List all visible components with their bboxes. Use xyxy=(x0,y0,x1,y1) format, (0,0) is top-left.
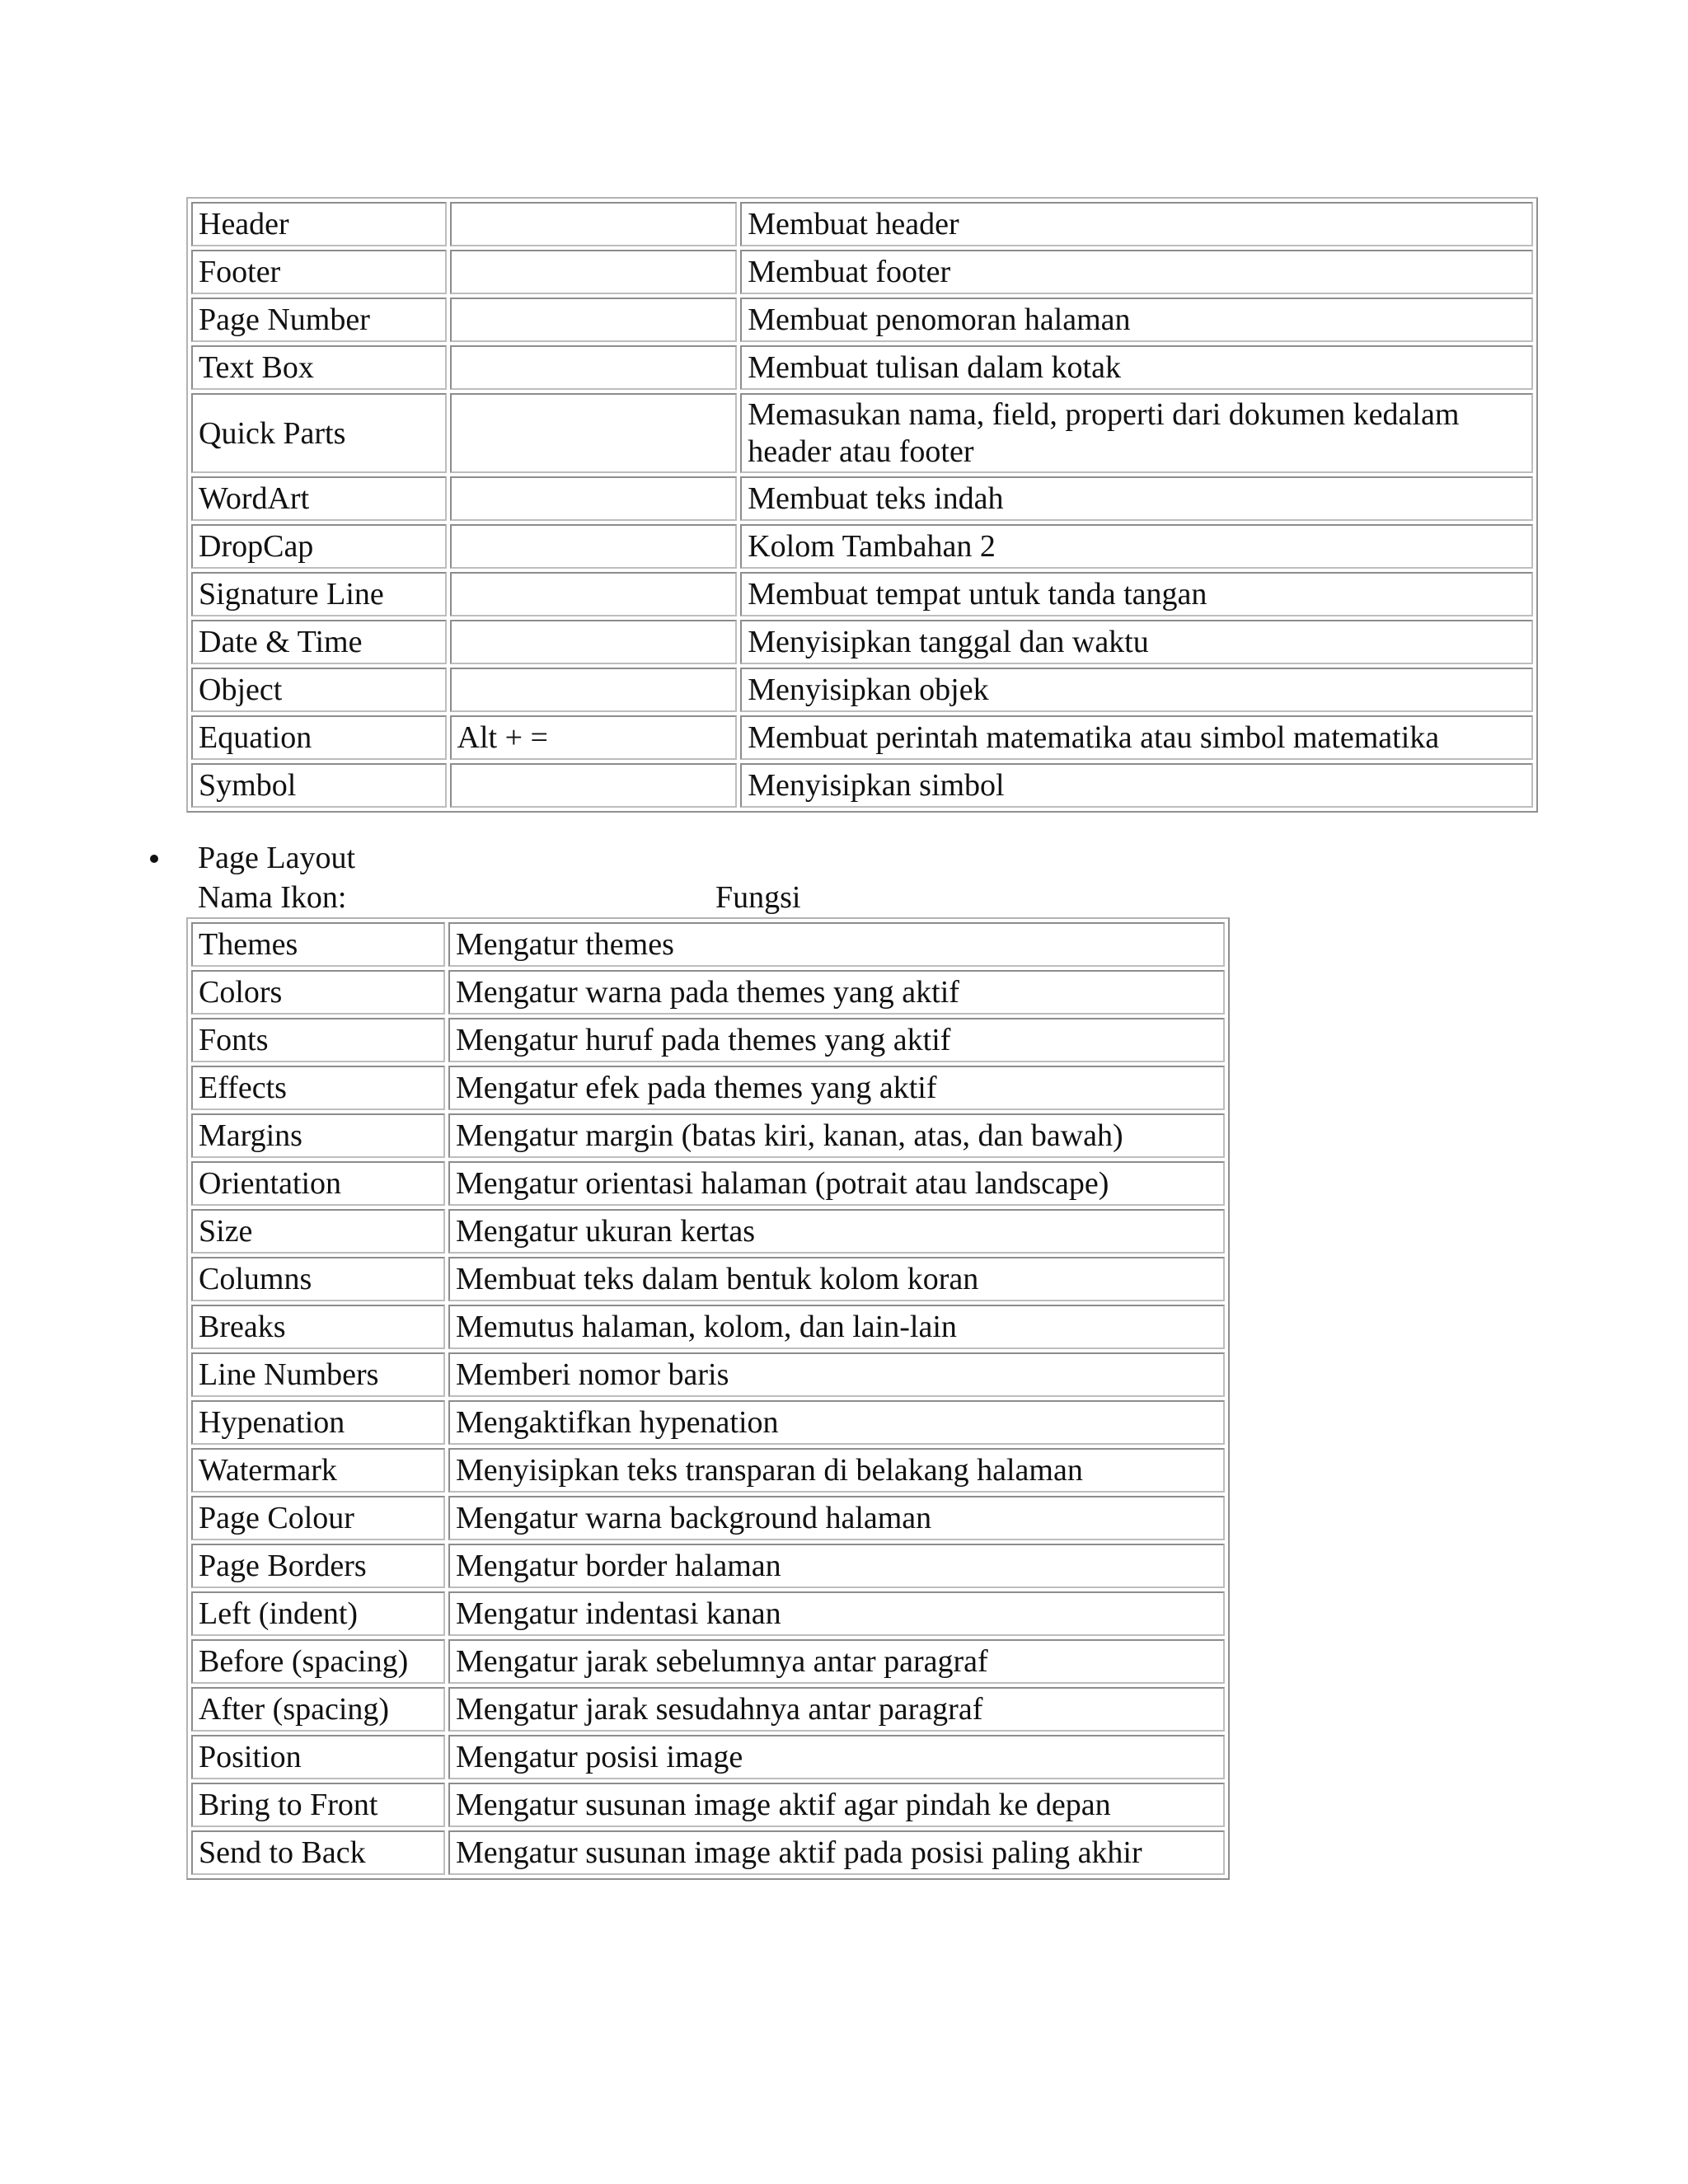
function-cell: Membuat teks indah xyxy=(740,476,1533,521)
table-row xyxy=(191,922,1225,967)
shortcut-cell xyxy=(450,345,738,390)
table-row xyxy=(191,1257,1225,1301)
function-cell: Membuat perintah matematika atau simbol matematika xyxy=(740,715,1533,760)
icon-name-cell: Footer xyxy=(191,250,447,294)
function-cell: Mengatur jarak sebelumnya antar paragraf xyxy=(448,1639,1225,1684)
function-cell: Mengatur susunan image aktif pada posisi paling akhir xyxy=(448,1830,1225,1875)
table-row xyxy=(191,1783,1225,1827)
icon-name-cell: DropCap xyxy=(191,524,447,569)
page-layout-table xyxy=(186,917,1230,1880)
function-cell: Menyisipkan simbol xyxy=(740,763,1533,808)
function-cell: Mengaktifkan hypenation xyxy=(448,1400,1225,1445)
shortcut-cell xyxy=(450,250,738,294)
table-row xyxy=(191,1113,1225,1158)
icon-name-cell: Line Numbers xyxy=(191,1352,445,1397)
table-row xyxy=(191,1544,1225,1588)
function-cell: Mengatur themes xyxy=(448,922,1225,967)
icon-name-cell: Orientation xyxy=(191,1161,445,1206)
icon-name-cell: Send to Back xyxy=(191,1830,445,1875)
table-row xyxy=(191,1639,1225,1684)
shortcut-cell xyxy=(450,298,738,342)
function-cell: Mengatur susunan image aktif agar pindah ke depan xyxy=(448,1783,1225,1827)
shortcut-cell: Alt + = xyxy=(450,715,738,760)
table-row xyxy=(191,1209,1225,1254)
icon-name-cell: After (spacing) xyxy=(191,1687,445,1732)
column-header-name: Nama Ikon: xyxy=(198,880,347,915)
function-cell: Memasukan nama, field, properti dari dokumen kedalam header atau footer xyxy=(740,393,1533,473)
icon-name-cell: Colors xyxy=(191,970,445,1015)
icon-name-cell: Date & Time xyxy=(191,620,447,664)
table-row xyxy=(191,202,1533,246)
table-row xyxy=(191,524,1533,569)
icon-name-cell: Fonts xyxy=(191,1018,445,1062)
shortcut-cell xyxy=(450,763,738,808)
insert-commands-table xyxy=(186,197,1538,813)
icon-name-cell: Header xyxy=(191,202,447,246)
table-row xyxy=(191,476,1533,521)
table-row xyxy=(191,1591,1225,1636)
icon-name-cell: Breaks xyxy=(191,1305,445,1349)
bullet-icon xyxy=(150,855,158,863)
shortcut-cell xyxy=(450,620,738,664)
function-cell: Mengatur huruf pada themes yang aktif xyxy=(448,1018,1225,1062)
table-row xyxy=(191,1352,1225,1397)
function-cell: Membuat tulisan dalam kotak xyxy=(740,345,1533,390)
icon-name-cell: Columns xyxy=(191,1257,445,1301)
table-row xyxy=(191,1496,1225,1540)
icon-name-cell: Page Number xyxy=(191,298,447,342)
function-cell: Mengatur orientasi halaman (potrait atau landscape) xyxy=(448,1161,1225,1206)
section-title: Page Layout xyxy=(198,841,356,875)
table-row xyxy=(191,668,1533,712)
table-row xyxy=(191,1735,1225,1779)
column-header-function: Fungsi xyxy=(715,880,801,915)
function-cell: Memutus halaman, kolom, dan lain-lain xyxy=(448,1305,1225,1349)
table-row xyxy=(191,763,1533,808)
table-row xyxy=(191,345,1533,390)
function-cell: Kolom Tambahan 2 xyxy=(740,524,1533,569)
function-cell: Mengatur warna background halaman xyxy=(448,1496,1225,1540)
function-cell: Mengatur margin (batas kiri, kanan, atas, dan bawah) xyxy=(448,1113,1225,1158)
table-row xyxy=(191,715,1533,760)
icon-name-cell: Effects xyxy=(191,1066,445,1110)
table-row xyxy=(191,298,1533,342)
icon-name-cell: Hypenation xyxy=(191,1400,445,1445)
table-row xyxy=(191,1305,1225,1349)
table-row xyxy=(191,1448,1225,1493)
function-cell: Membuat header xyxy=(740,202,1533,246)
function-cell: Membuat teks dalam bentuk kolom koran xyxy=(448,1257,1225,1301)
icon-name-cell: Bring to Front xyxy=(191,1783,445,1827)
table-row xyxy=(191,1830,1225,1875)
shortcut-cell xyxy=(450,572,738,616)
function-cell: Mengatur warna pada themes yang aktif xyxy=(448,970,1225,1015)
shortcut-cell xyxy=(450,524,738,569)
icon-name-cell: Page Borders xyxy=(191,1544,445,1588)
icon-name-cell: Equation xyxy=(191,715,447,760)
table-row xyxy=(191,250,1533,294)
function-cell: Menyisipkan objek xyxy=(740,668,1533,712)
table-row xyxy=(191,970,1225,1015)
icon-name-cell: Themes xyxy=(191,922,445,967)
icon-name-cell: Before (spacing) xyxy=(191,1639,445,1684)
function-cell: Membuat tempat untuk tanda tangan xyxy=(740,572,1533,616)
icon-name-cell: Margins xyxy=(191,1113,445,1158)
table-row xyxy=(191,1687,1225,1732)
icon-name-cell: Signature Line xyxy=(191,572,447,616)
table-row xyxy=(191,572,1533,616)
table-row xyxy=(191,1066,1225,1110)
icon-name-cell: Size xyxy=(191,1209,445,1254)
icon-name-cell: Object xyxy=(191,668,447,712)
table-row xyxy=(191,1018,1225,1062)
function-cell: Membuat footer xyxy=(740,250,1533,294)
function-cell: Mengatur jarak sesudahnya antar paragraf xyxy=(448,1687,1225,1732)
shortcut-cell xyxy=(450,393,738,473)
icon-name-cell: Left (indent) xyxy=(191,1591,445,1636)
icon-name-cell: Text Box xyxy=(191,345,447,390)
function-cell: Mengatur posisi image xyxy=(448,1735,1225,1779)
function-cell: Mengatur border halaman xyxy=(448,1544,1225,1588)
function-cell: Mengatur efek pada themes yang aktif xyxy=(448,1066,1225,1110)
function-cell: Mengatur indentasi kanan xyxy=(448,1591,1225,1636)
function-cell: Menyisipkan tanggal dan waktu xyxy=(740,620,1533,664)
icon-name-cell: Position xyxy=(191,1735,445,1779)
table-row xyxy=(191,1400,1225,1445)
icon-name-cell: Symbol xyxy=(191,763,447,808)
icon-name-cell: WordArt xyxy=(191,476,447,521)
shortcut-cell xyxy=(450,202,738,246)
table-row xyxy=(191,1161,1225,1206)
icon-name-cell: Watermark xyxy=(191,1448,445,1493)
function-cell: Membuat penomoran halaman xyxy=(740,298,1533,342)
shortcut-cell xyxy=(450,668,738,712)
table-row xyxy=(191,620,1533,664)
function-cell: Memberi nomor baris xyxy=(448,1352,1225,1397)
function-cell: Mengatur ukuran kertas xyxy=(448,1209,1225,1254)
function-cell: Menyisipkan teks transparan di belakang halaman xyxy=(448,1448,1225,1493)
shortcut-cell xyxy=(450,476,738,521)
icon-name-cell: Page Colour xyxy=(191,1496,445,1540)
icon-name-cell: Quick Parts xyxy=(191,393,447,473)
table-row xyxy=(191,393,1533,473)
